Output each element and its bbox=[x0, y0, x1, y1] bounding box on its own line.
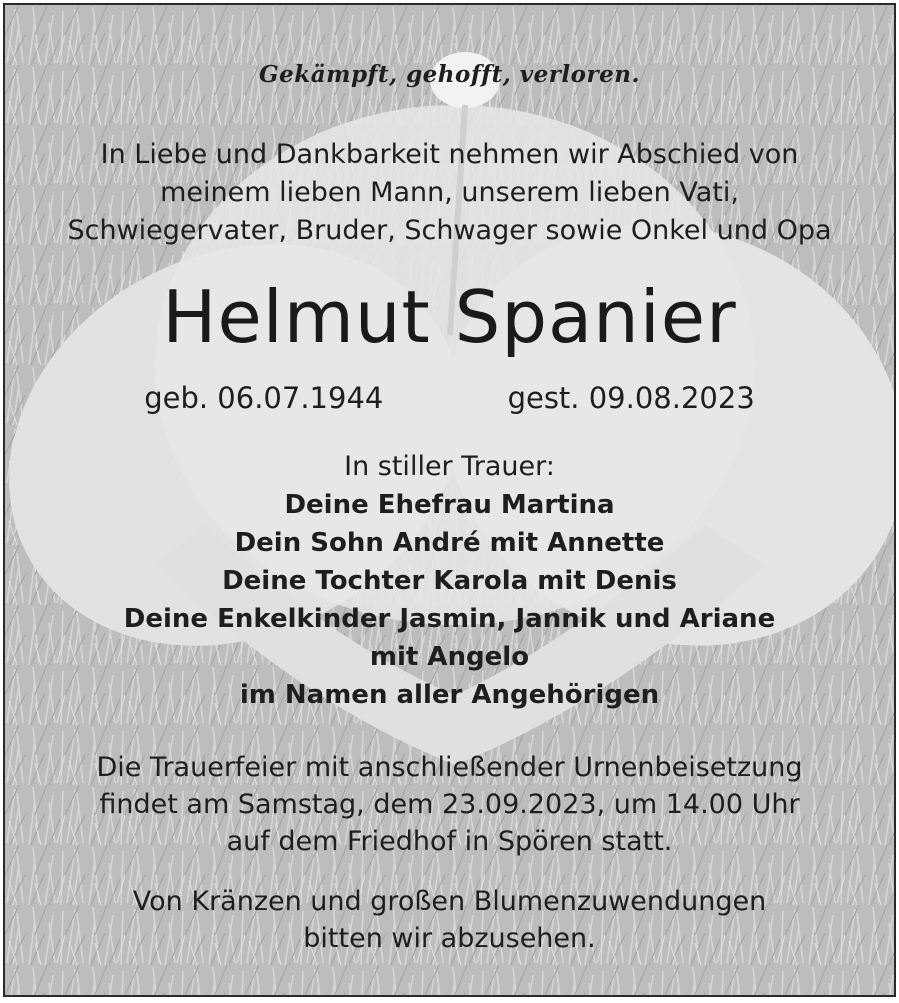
service-line-1: Die Trauerfeier mit anschließender Urnenbeisetzung bbox=[96, 752, 803, 783]
family-line-1: Deine Ehefrau Martina bbox=[284, 490, 615, 520]
obituary-notice bbox=[3, 3, 896, 997]
life-dates bbox=[5, 381, 894, 415]
family-line-3: Deine Tochter Karola mit Denis bbox=[222, 566, 677, 596]
service-line-2: findet am Samstag, dem 23.09.2023, um 14.00 Uhr bbox=[99, 789, 800, 820]
service-line-3: auf dem Friedhof in Spören statt. bbox=[226, 826, 673, 857]
motto: Gekämpft, gehofft, verloren. bbox=[259, 61, 640, 88]
death-date: gest. 09.08.2023 bbox=[507, 381, 755, 415]
birth-date: geb. 06.07.1944 bbox=[144, 381, 384, 415]
deceased-name: Helmut Spanier bbox=[162, 275, 737, 359]
family-line-6: im Namen aller Angehörigen bbox=[239, 680, 660, 710]
family-line-4: Deine Enkelkinder Jasmin, Jannik und Ariane bbox=[123, 604, 776, 634]
intro-line-1: In Liebe und Dankbarkeit nehmen wir Abschied von bbox=[100, 139, 799, 170]
request-line-1: Von Kränzen und großen Blumenzuwendungen bbox=[132, 886, 767, 917]
intro-line-3: Schwiegervater, Bruder, Schwager sowie Onkel und Opa bbox=[67, 215, 832, 246]
family-line-5: mit Angelo bbox=[369, 642, 530, 672]
mourning-heading: In stiller Trauer: bbox=[344, 451, 555, 482]
intro-line-2: meinem lieben Mann, unserem lieben Vati, bbox=[160, 177, 739, 208]
family-line-2: Dein Sohn André mit Annette bbox=[234, 528, 665, 558]
request-line-2: bitten wir abzusehen. bbox=[303, 923, 596, 954]
